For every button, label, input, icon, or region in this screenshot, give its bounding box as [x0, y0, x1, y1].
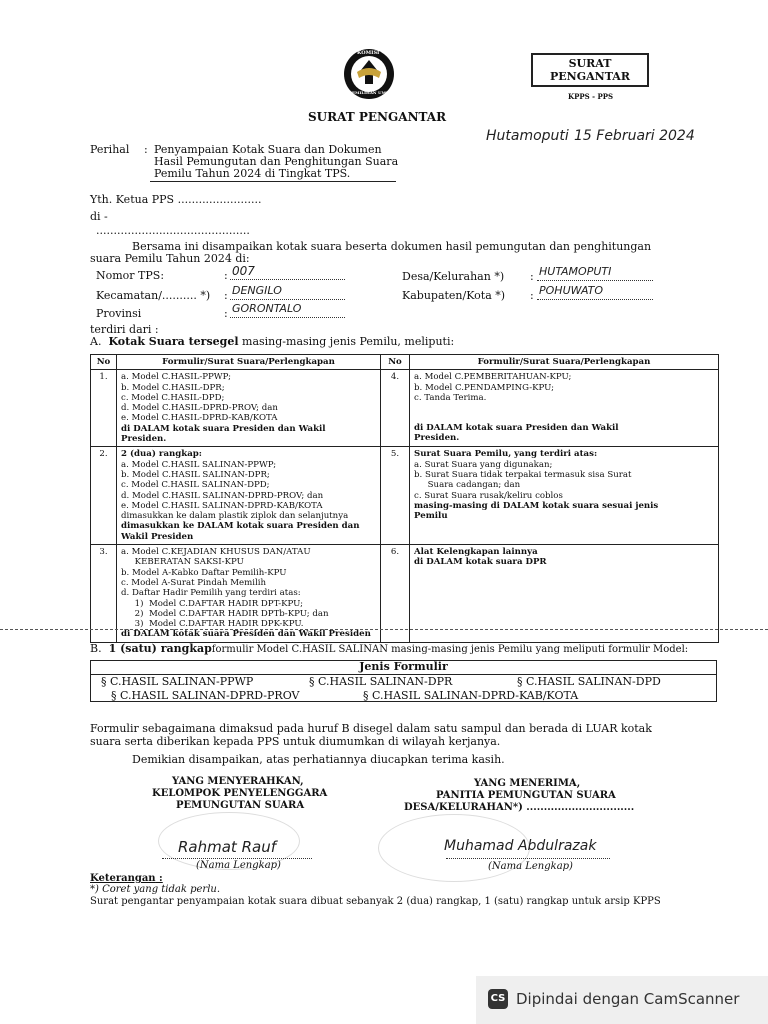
list-item: di DALAM kotak suara Presiden dan Wakil Presiden	[121, 629, 371, 640]
perihal-underline	[150, 181, 396, 182]
list-item: b. Model C.HASIL SALINAN-DPR;	[121, 469, 270, 480]
sign-right-line2: PANITIA PEMUNGUTAN SUARA	[436, 790, 616, 801]
list-item: 2 (dua) rangkap:	[121, 449, 202, 460]
list-item: c. Surat Suara rusak/keliru coblos	[414, 490, 563, 501]
notes-line-2: Surat pengantar penyampaian kotak suara dibuat sebanyak 2 (dua) rangkap, 1 (satu) rangkap untuk arsip KPPS	[90, 896, 661, 907]
perihal-line-1: Penyampaian Kotak Suara dan Dokumen	[154, 143, 382, 156]
list-item: a. Model C.PEMBERITAHUAN-KPU;	[414, 372, 572, 383]
paragraph-line-1: Formulir sebagaimana dimaksud pada huruf B disegel dalam satu sampul dan berada di LUAR kotak	[90, 722, 652, 735]
row1-no-left: 1.	[91, 370, 117, 447]
badge-line1: SURAT	[568, 57, 612, 70]
notes-label-text: Keterangan	[90, 873, 156, 884]
sign-left-line1: YANG MENYERAHKAN,	[172, 776, 304, 787]
tps-label: Nomor TPS:	[96, 269, 165, 282]
section-a-bold: Kotak Suara tersegel	[108, 335, 239, 348]
jenis-item: § C.HASIL SALINAN-PPWP	[101, 675, 254, 688]
list-item: 2) Model C.DAFTAR HADIR DPTb-KPU; dan	[121, 608, 329, 619]
badge-line2: PENGANTAR	[550, 70, 630, 83]
list-item	[414, 413, 714, 423]
list-item: b. Model C.HASIL-DPR;	[121, 382, 225, 393]
section-b-rest: formulir Model C.HASIL SALINAN masing-masing jenis Pemilu yang meliputi formulir Model:	[211, 644, 689, 655]
section-b-prefix: B.	[90, 642, 102, 655]
tps-value: 007	[232, 264, 255, 278]
list-item: 3) Model C.DAFTAR HADIR DPK-KPU.	[121, 619, 304, 630]
camscanner-icon	[488, 989, 508, 1009]
kec-value: DENGILO	[232, 284, 282, 297]
list-item: c. Model C.HASIL-DPD;	[121, 392, 225, 403]
table-row	[91, 370, 719, 447]
prov-label: Provinsi	[96, 307, 142, 320]
signature-left: Rahmat Rauf	[178, 838, 276, 856]
list-item: d. Model C.HASIL-DPRD-PROV; dan	[121, 403, 278, 414]
jenis-formulir-box	[90, 660, 717, 702]
row3-right	[410, 545, 719, 643]
notes-line-1: *) Coret yang tidak perlu.	[90, 884, 221, 895]
list-item: c. Model C.HASIL SALINAN-DPD;	[121, 480, 270, 491]
page-title: SURAT PENGANTAR	[308, 110, 447, 124]
kab-field	[537, 286, 653, 300]
sign-left-line2: KELOMPOK PENYELENGGARA	[152, 788, 328, 799]
jenis-item: § C.HASIL SALINAN-DPD	[517, 675, 661, 688]
sign-left-caption: (Nama Lengkap)	[196, 860, 281, 871]
list-item: c. Tanda Terima.	[414, 392, 487, 403]
list-item: a. Model C.HASIL-PPWP;	[121, 372, 231, 383]
list-item: c. Model A-Surat Pindah Memilih	[121, 577, 267, 588]
list-item: KEBERATAN SAKSI-KPU	[121, 557, 244, 568]
logo-top-text: KOMISI	[357, 50, 380, 56]
kab-colon: :	[530, 289, 534, 302]
list-item: Alat Kelengkapan lainnya	[414, 547, 538, 558]
list-item: a. Model C.KEJADIAN KHUSUS DAN/ATAU	[121, 547, 311, 558]
signature-right: Muhamad Abdulrazak	[444, 838, 597, 854]
sign-left-underline	[162, 858, 312, 859]
header-no-left: No	[91, 355, 117, 370]
table-header-row	[91, 355, 719, 370]
jenis-formulir-header: Jenis Formulir	[359, 660, 448, 673]
list-item	[414, 403, 714, 413]
surat-pengantar-badge	[531, 53, 649, 87]
row2-no-right: 5.	[381, 447, 410, 545]
jenis-item: § C.HASIL SALINAN-DPR	[309, 675, 453, 688]
kec-field	[230, 286, 345, 300]
paragraph-line-2: suara serta diberikan kepada PPS untuk diumumkan di wilayah kerjanya.	[90, 735, 501, 748]
list-item: Presiden.	[121, 434, 167, 445]
camscanner-icon-text: CS	[490, 993, 506, 1004]
notes-label: Keterangan :	[90, 873, 163, 884]
row3-no-left: 3.	[91, 545, 117, 643]
kec-label: Kecamatan/.......... *)	[96, 289, 211, 302]
row2-left	[117, 447, 381, 545]
jenis-item: § C.HASIL SALINAN-DPRD-KAB/KOTA	[363, 689, 579, 702]
perihal-colon: :	[144, 143, 148, 156]
kec-colon: :	[224, 289, 228, 302]
kab-label: Kabupaten/Kota *)	[402, 289, 506, 302]
list-item: e. Model C.HASIL SALINAN-DPRD-KAB/KOTA	[121, 500, 323, 511]
list-item: a. Model C.HASIL SALINAN-PPWP;	[121, 459, 277, 470]
list-item: a. Surat Suara yang digunakan;	[414, 459, 553, 470]
header-no-right: No	[381, 355, 410, 370]
sign-right-line3: DESA/KELURAHAN*) ...............................	[404, 802, 635, 813]
table-row	[91, 545, 719, 643]
desa-colon: :	[530, 270, 534, 283]
list-item: dimasukkan ke DALAM kotak suara Presiden dan	[121, 521, 360, 532]
list-item: Suara cadangan; dan	[414, 480, 521, 491]
jenis-item: § C.HASIL SALINAN-DPRD-PROV	[111, 689, 300, 702]
list-item: dimasukkan ke dalam plastik ziplok dan selanjutnya	[121, 511, 349, 522]
prov-field	[230, 304, 345, 318]
row3-no-right: 6.	[381, 545, 410, 643]
list-item: Presiden.	[414, 433, 460, 444]
row2-no-left: 2.	[91, 447, 117, 545]
prov-colon: :	[224, 307, 228, 320]
list-item: Pemilu	[414, 511, 448, 522]
desa-field	[537, 267, 653, 281]
di-line: di -	[90, 210, 108, 223]
desa-label: Desa/Kelurahan *)	[402, 270, 505, 283]
paragraph-line-3: Demikian disampaikan, atas perhatiannya diucapkan terima kasih.	[132, 753, 505, 766]
section-a-prefix: A.	[90, 335, 102, 348]
camscanner-text: Dipindai dengan CamScanner	[516, 990, 740, 1008]
list-item: b. Model A-Kabko Daftar Pemilih-KPU	[121, 567, 287, 578]
terdiri-label: terdiri dari :	[90, 323, 159, 336]
sign-left-line3: PEMUNGUTAN SUARA	[176, 800, 305, 811]
header-formulir-left: Formulir/Surat Suara/Perlengkapan	[117, 355, 381, 370]
tps-field	[230, 266, 345, 280]
formulir-table	[90, 354, 719, 643]
list-item: b. Model C.PENDAMPING-KPU;	[414, 382, 554, 393]
table-row	[91, 447, 719, 545]
list-item: Surat Suara Pemilu, yang terdiri atas:	[414, 449, 598, 460]
perihal-label: Perihal	[90, 143, 130, 156]
desa-value: HUTAMOPUTI	[539, 265, 612, 278]
section-a	[90, 335, 454, 348]
row3-left	[117, 545, 381, 643]
fold-line	[0, 629, 768, 630]
row1-right	[410, 370, 719, 447]
header-formulir-right: Formulir/Surat Suara/Perlengkapan	[410, 355, 719, 370]
list-item: di DALAM kotak suara Presiden dan Wakil	[121, 423, 326, 434]
list-item: 1) Model C.DAFTAR HADIR DPT-KPU;	[121, 598, 303, 609]
yth-line: Yth. Ketua PPS ........................	[90, 193, 262, 206]
list-item: d. Model C.HASIL SALINAN-DPRD-PROV; dan	[121, 490, 324, 501]
list-item: b. Surat Suara tidak terpakai termasuk sisa Surat	[414, 469, 632, 480]
section-b-bold: 1 (satu) rangkap	[108, 642, 212, 655]
perihal-line-3: Pemilu Tahun 2024 di Tingkat TPS.	[154, 167, 351, 180]
intro-line-2: suara Pemilu Tahun 2024 di:	[90, 252, 250, 265]
kab-value: POHUWATO	[539, 284, 604, 297]
kpu-logo	[343, 48, 395, 100]
row1-no-right: 4.	[381, 370, 410, 447]
list-item: e. Model C.HASIL-DPRD-KAB/KOTA	[121, 413, 278, 424]
list-item: di DALAM kotak suara DPR	[414, 557, 547, 568]
intro-line-1: Bersama ini disampaikan kotak suara beserta dokumen hasil pemungutan dan penghitungan	[132, 240, 652, 253]
list-item: di DALAM kotak suara Presiden dan Wakil	[414, 423, 619, 434]
sign-right-caption: (Nama Lengkap)	[488, 861, 573, 872]
row2-right	[410, 447, 719, 545]
date-handwritten: 15 Februari 2024	[574, 128, 695, 144]
badge-sub: KPPS - PPS	[568, 92, 614, 101]
prov-value: GORONTALO	[232, 302, 302, 315]
camscanner-watermark	[476, 976, 768, 1024]
list-item: d. Daftar Hadir Pemilih yang terdiri atas:	[121, 588, 301, 599]
row1-left	[117, 370, 381, 447]
section-b	[90, 642, 688, 655]
address-dots: ............................................	[96, 224, 250, 237]
list-item: masing-masing di DALAM kotak suara sesuai jenis	[414, 500, 659, 511]
perihal-line-2: Hasil Pemungutan dan Penghitungan Suara	[154, 155, 399, 168]
sign-right-line1: YANG MENERIMA,	[474, 778, 581, 789]
list-item: Wakil Presiden	[121, 531, 194, 542]
place-handwritten: Hutamoputi	[486, 128, 569, 144]
logo-bottom-text: PEMILIHAN UMUM	[349, 90, 394, 95]
sign-right-underline	[446, 858, 610, 859]
tps-colon: :	[224, 269, 228, 282]
section-a-rest: masing-masing jenis Pemilu, meliputi:	[242, 335, 455, 348]
